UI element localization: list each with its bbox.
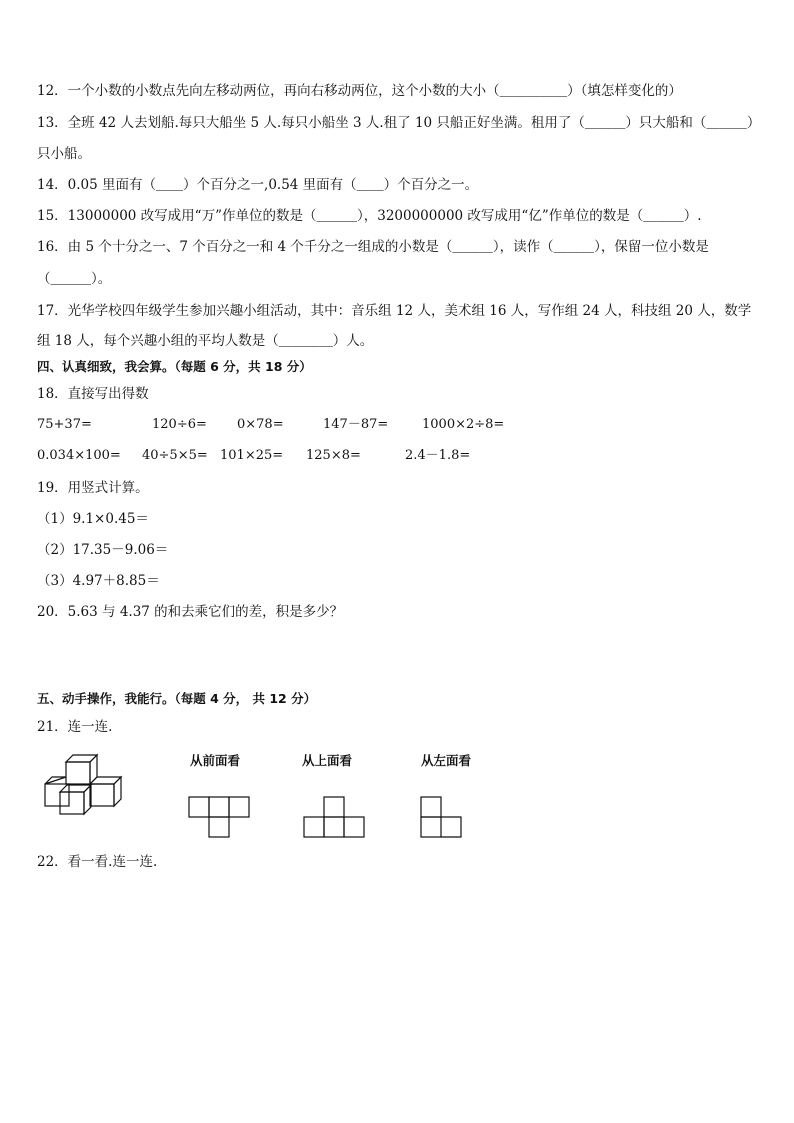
question-19-item-3: （3）4.97＋8.85＝ — [37, 573, 160, 589]
calc-item: 147－87= — [323, 417, 389, 432]
question-19-item-2: （2）17.35－9.06＝ — [37, 542, 169, 558]
view-label-front: 从前面看 — [190, 753, 241, 768]
calc-item: 0.034×100= — [37, 448, 121, 463]
top-view-shape — [303, 795, 369, 841]
front-view-shape — [188, 795, 254, 841]
calc-item: 2.4－1.8= — [405, 448, 471, 463]
view-label-top: 从上面看 — [302, 753, 353, 768]
question-14: 14．0.05 里面有（＿＿）个百分之一,0.54 里面有（＿＿）个百分之一。 — [37, 177, 479, 193]
section-5-heading: 五、动手操作，我能行。（每题 4 分， 共 12 分） — [37, 691, 317, 706]
question-13-line-2: 只小船。 — [37, 146, 91, 162]
calc-item: 75+37= — [37, 417, 92, 432]
question-16-line-1: 16．由 5 个十分之一、7 个百分之一和 4 个千分之一组成的小数是（＿＿＿），读作（＿＿＿），保留一位小数是 — [37, 239, 709, 255]
question-17-line-2: 组 18 人，每个兴趣小组的平均人数是（＿＿＿＿）人。 — [37, 333, 374, 349]
view-label-left: 从左面看 — [421, 753, 472, 768]
calc-item: 101×25= — [220, 448, 284, 463]
question-20: 20．5.63 与 4.37 的和去乘它们的差，积是多少？ — [37, 604, 344, 620]
section-4-heading: 四、认真细致，我会算。（每题 6 分，共 18 分） — [37, 359, 312, 374]
question-21: 21．连一连. — [37, 719, 113, 735]
question-19-item-1: （1）9.1×0.45＝ — [37, 511, 149, 527]
calc-item: 0×78= — [237, 417, 284, 432]
question-17-line-1: 17．光华学校四年级学生参加兴趣小组活动，其中：音乐组 12 人，美术组 16 人，写作组 24 人，科技组 20 人，数学 — [37, 303, 752, 319]
question-13-line-1: 13．全班 42 人去划船.每只大船坐 5 人.每只小船坐 3 人.租了 10 只船正好坐满。租用了（＿＿＿）只大船和（＿＿＿） — [37, 115, 761, 131]
question-16-line-2: （＿＿＿）。 — [37, 271, 112, 287]
left-view-shape — [419, 795, 469, 841]
calc-item: 1000×2÷8= — [422, 417, 505, 432]
calc-item: 120÷6= — [152, 417, 207, 432]
question-18: 18．直接写出得数 — [37, 386, 149, 402]
question-15: 15．13000000 改写成用“万”作单位的数是（＿＿＿），3200000000 改写成用“亿”作单位的数是（＿＿＿）. — [37, 208, 702, 224]
question-12: 12．一个小数的小数点先向左移动两位，再向右移动两位，这个小数的大小（＿＿＿＿＿）（填怎样变化的） — [37, 83, 682, 99]
calc-item: 125×8= — [306, 448, 361, 463]
calc-item: 40÷5×5= — [142, 448, 208, 463]
question-19: 19．用竖式计算。 — [37, 480, 149, 496]
question-22: 22．看一看.连一连. — [37, 854, 158, 870]
cube-stack-figure — [42, 752, 132, 824]
